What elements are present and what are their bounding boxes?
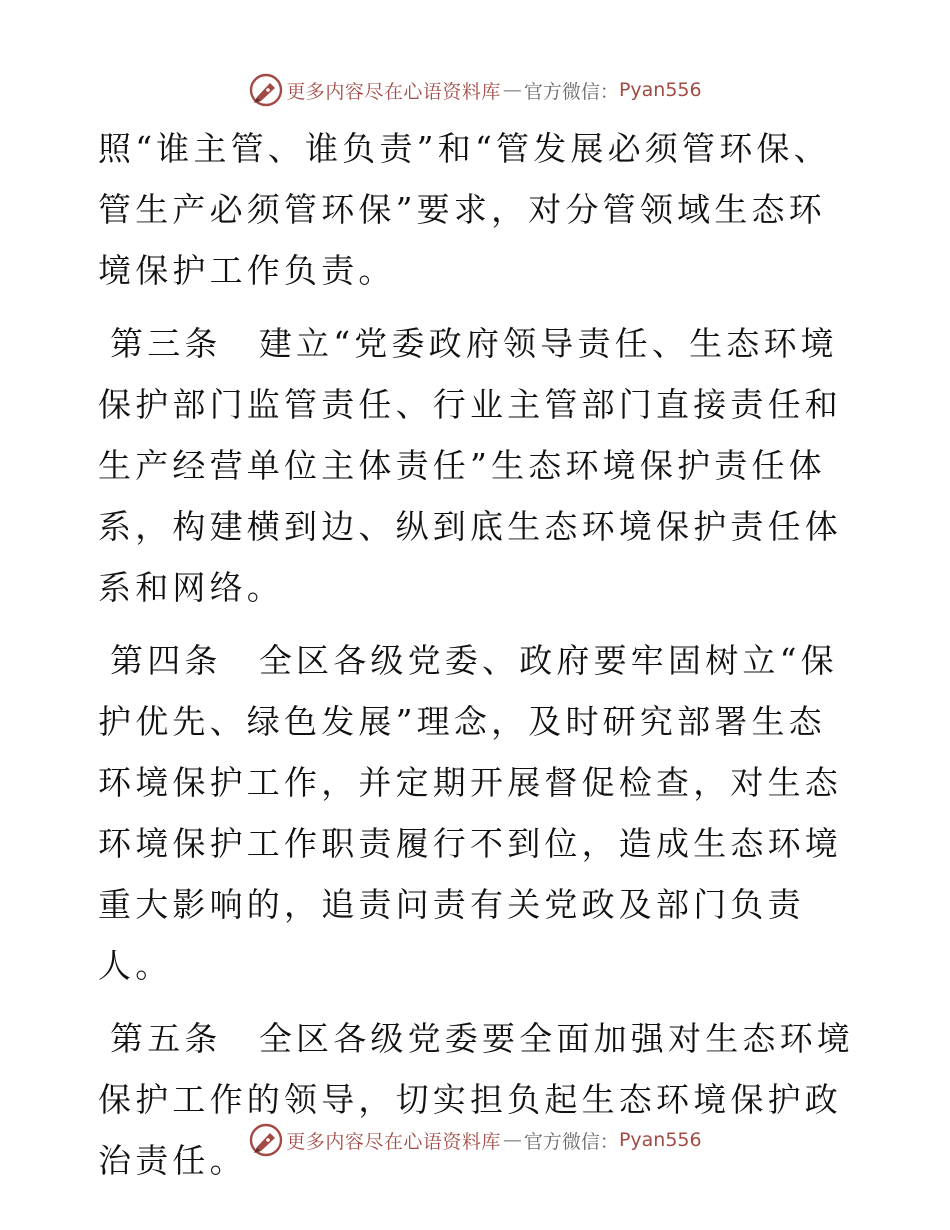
article-4 (98, 630, 854, 996)
banner-wechat-label: 官方微信： (523, 80, 619, 103)
article-3 (98, 313, 854, 618)
banner-wechat-id: Pyan556 (618, 79, 702, 101)
banner-wechat-label: 官方微信： (523, 1130, 619, 1153)
banner-title: 更多内容尽在心语资料库 (286, 1130, 501, 1153)
paragraph-text: 照“谁主管、谁负责”和“管发展必须管环保、管生产必须管环保”要求，对分管领域生态环境保护工作负责。 (98, 129, 831, 290)
paragraph-text: 全区各级党委要全面加强对生态环境保护工作的领导，切实担负起生态环境保护政治责任。 (98, 1019, 855, 1180)
paragraph-continuation (98, 118, 854, 301)
pen-nib-logo-icon (248, 72, 284, 108)
article-label: 第三条 (110, 324, 222, 363)
banner-title: 更多内容尽在心语资料库 (286, 80, 501, 103)
header-banner (0, 70, 950, 110)
paragraph-text: 全区各级党委、政府要牢固树立“保护优先、绿色发展”理念，及时研究部署生态环境保护工作，并定期开展督促检查，对生态环境保护工作职责履行不到位，造成生态环境重大影响的，追责问责有关党政及部门负责人。 (98, 641, 842, 985)
pen-nib-logo-icon (248, 1122, 284, 1158)
banner-separator: — (502, 1129, 522, 1151)
footer-banner (0, 1120, 950, 1160)
article-label: 第四条 (110, 641, 222, 680)
article-label: 第五条 (110, 1019, 222, 1058)
article-5 (98, 1008, 854, 1191)
banner-separator: — (502, 79, 522, 101)
banner-wechat-id: Pyan556 (618, 1129, 702, 1151)
document-body (98, 118, 854, 1191)
paragraph-text: 建立“党委政府领导责任、生态环境保护部门监管责任、行业主管部门直接责任和生产经营单位主体责任”生态环境保护责任体系，构建横到边、纵到底生态环境保护责任体系和网络。 (98, 324, 842, 607)
